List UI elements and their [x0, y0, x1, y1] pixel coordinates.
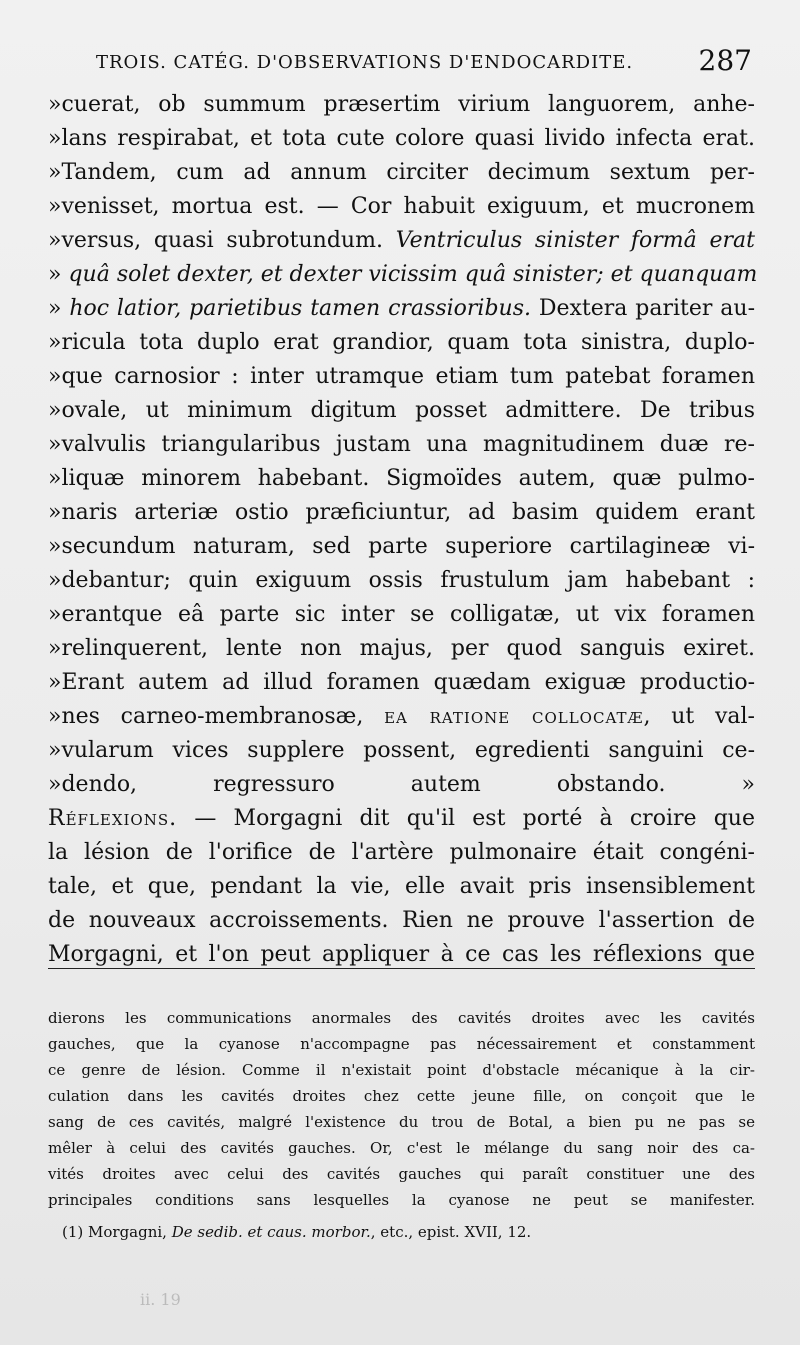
- footnote-citation: , etc., epist. XVII, 12.: [370, 1223, 532, 1241]
- text-line: [48, 666, 755, 700]
- text-line: [48, 734, 755, 768]
- text-run: hoc latior, parietibus tamen crassioribus.: [69, 296, 531, 321]
- text-line: [48, 700, 755, 734]
- text-run: »liquæ minorem habebant. Sigmoïdes autem, quæ pulmo-: [48, 466, 755, 491]
- text-run: »nes carneo-membranosæ,: [48, 704, 385, 729]
- footnote-work-title: De sedib. et caus. morbor.: [171, 1223, 371, 1241]
- text-run: ea ratione collocatæ: [384, 704, 644, 729]
- text-line: [48, 292, 755, 326]
- text-run: »venisset, mortua est. — Cor habuit exiguum, et mucronem: [48, 194, 755, 219]
- text-run: »relinquerent, lente non majus, per quod sanguis exiret.: [48, 636, 755, 661]
- text-run: quâ solet dexter, et dexter vicissim quâ sinister; et quanquam: [68, 262, 758, 287]
- text-line: [48, 870, 755, 904]
- text-line: [48, 88, 755, 122]
- text-run: Morgagni, et l'on peut appliquer à ce cas les réflexions que: [48, 942, 755, 967]
- text-run: »vularum vices supplere possent, egredienti sanguini ce-: [48, 738, 755, 763]
- text-run: , ut val-: [643, 704, 755, 729]
- note-line: principales conditions sans lesquelles la cyanose ne peut se manifester.: [48, 1191, 755, 1209]
- text-line: [48, 462, 755, 496]
- text-run: »Tandem, cum ad annum circiter decimum sextum per-: [48, 160, 755, 185]
- text-run: »versus, quasi subrotundum.: [48, 228, 396, 253]
- note-line: mêler à celui des cavités gauches. Or, c'est le mélange du sang noir des ca-: [48, 1139, 755, 1157]
- text-line: [48, 802, 755, 836]
- text-line: [48, 632, 755, 666]
- text-run: »: [48, 296, 70, 321]
- text-run: »: [48, 262, 69, 287]
- text-line: [48, 224, 755, 258]
- text-line: [48, 190, 755, 224]
- text-run: »debantur; quin exiguum ossis frustulum jam habebant :: [48, 568, 755, 593]
- text-run: »valvulis triangularibus justam una magnitudinem duæ re-: [48, 432, 755, 457]
- text-run: »ovale, ut minimum digitum posset admittere. De tribus: [48, 398, 755, 423]
- footnote-separator-rule: [48, 968, 755, 969]
- text-line: [48, 156, 755, 190]
- text-run: Ventriculus sinister formâ erat: [395, 228, 755, 253]
- text-run: »que carnosior : inter utramque etiam tum patebat foramen: [48, 364, 755, 389]
- note-line: vités droites avec celui des cavités gauches qui paraît constituer une des: [48, 1165, 755, 1183]
- text-line: [48, 496, 755, 530]
- text-run: Dextera pariter au-: [531, 296, 755, 321]
- text-run: »cuerat, ob summum præsertim virium languorem, anhe-: [48, 92, 755, 117]
- text-run: »naris arteriæ ostio præficiuntur, ad basim quidem erant: [48, 500, 755, 525]
- text-run: tale, et que, pendant la vie, elle avait pris insensiblement: [48, 874, 755, 899]
- text-run: »lans respirabat, et tota cute colore quasi livido infecta erat.: [48, 126, 755, 151]
- text-line: [48, 360, 755, 394]
- text-line: [48, 326, 755, 360]
- text-run: »Erant autem ad illud foramen quædam exiguæ productio-: [48, 670, 755, 695]
- text-line: [48, 394, 755, 428]
- running-title: TROIS. CATÉG. D'OBSERVATIONS D'ENDOCARDITE.: [96, 52, 634, 73]
- note-line: dierons les communications anormales des cavités droites avec les cavités: [48, 1009, 755, 1027]
- main-text-body: [48, 88, 758, 972]
- running-head: [48, 44, 752, 80]
- text-run: Réflexions.: [48, 806, 178, 831]
- text-run: de nouveaux accroissements. Rien ne prouve l'assertion de: [48, 908, 755, 933]
- text-run: »ricula tota duplo erat grandior, quam tota sinistra, duplo-: [48, 330, 755, 355]
- note-line: ce genre de lésion. Comme il n'existait point d'obstacle mécanique à la cir-: [48, 1061, 755, 1079]
- note-line: sang de ces cavités, malgré l'existence du trou de Botal, a bien pu ne pas se: [48, 1113, 755, 1131]
- text-line: [48, 938, 755, 972]
- text-line: [48, 598, 755, 632]
- text-line: [48, 904, 755, 938]
- text-run: — Morgagni dit qu'il est porté à croire que: [177, 806, 755, 831]
- text-line: [48, 768, 755, 802]
- text-run: »secundum naturam, sed parte superiore cartilagineæ vi-: [48, 534, 755, 559]
- text-run: »dendo, regressuro autem obstando. »: [48, 772, 755, 797]
- footnote-block: [48, 1005, 755, 1245]
- text-line: [48, 428, 755, 462]
- text-line: [48, 122, 755, 156]
- page-number: 287: [698, 44, 752, 77]
- footnote-reference: [48, 1219, 755, 1245]
- text-line: [48, 836, 755, 870]
- text-run: »erantque eâ parte sic inter se colligatæ, ut vix foramen: [48, 602, 755, 627]
- text-line: [48, 564, 755, 598]
- note-line: gauches, que la cyanose n'accompagne pas nécessairement et constamment: [48, 1035, 755, 1053]
- text-line: [48, 258, 758, 292]
- footnote-marker: (1) Morgagni,: [62, 1223, 172, 1241]
- text-run: la lésion de l'orifice de l'artère pulmonaire était congéni-: [48, 840, 755, 865]
- show-through-text: ii. 19: [140, 1290, 181, 1309]
- text-line: [48, 530, 755, 564]
- note-line: culation dans les cavités droites chez cette jeune fille, on conçoit que le: [48, 1087, 755, 1105]
